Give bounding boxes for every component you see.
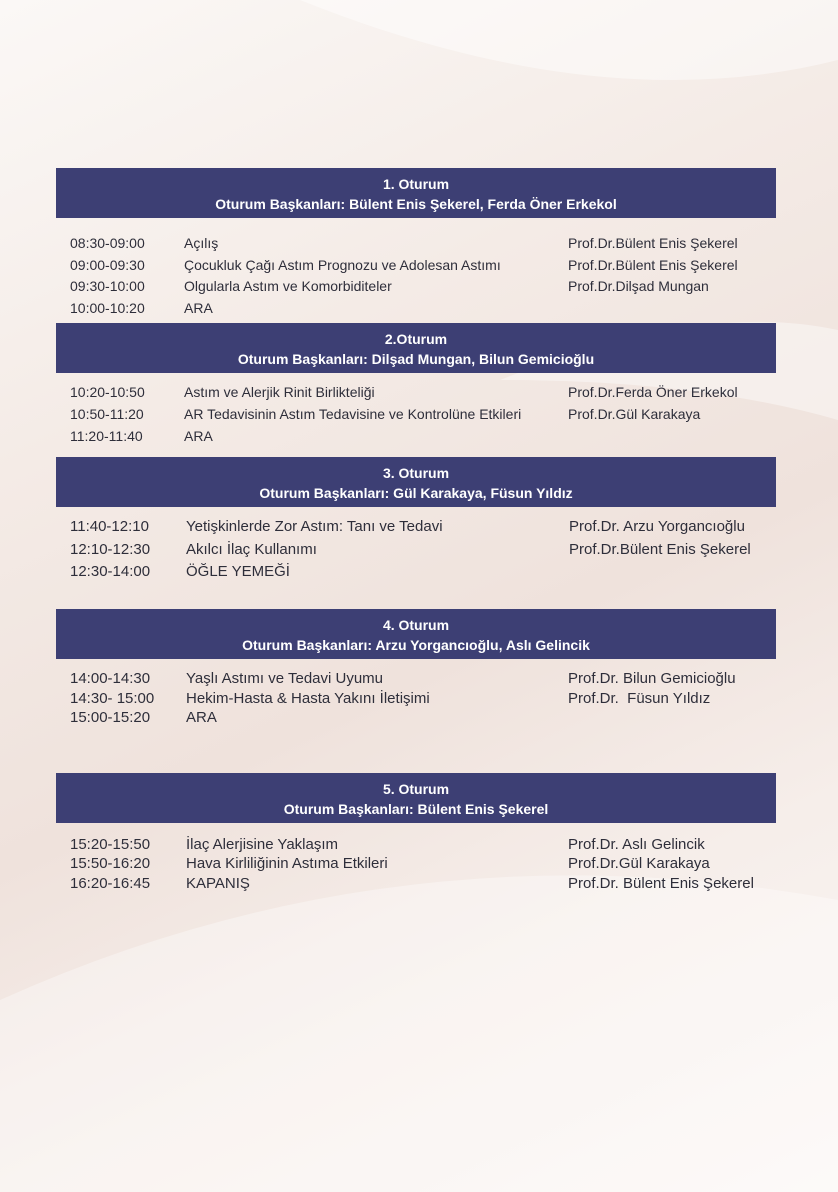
row-speaker: Prof.Dr.Gül Karakaya [568,855,710,872]
session-chairs: Oturum Başkanları: Bülent Enis Şekerel, Ferda Öner Erkekol [215,196,617,212]
row-title: KAPANIŞ [186,875,250,892]
schedule-row [0,428,838,449]
session-title: 2.Oturum [384,331,448,347]
row-speaker: Prof.Dr.Bülent Enis Şekerel [568,257,738,273]
row-title: ARA [184,428,213,444]
row-title: İlaç Alerjisine Yaklaşım [186,836,339,853]
session-chairs: Oturum Başkanları: Arzu Yorgancıoğlu, Aslı Gelincik [242,637,590,653]
session-title: 5. Oturum [382,781,450,797]
row-time: 12:10-12:30 [70,541,151,558]
row-time: 15:50-16:20 [70,855,151,872]
row-speaker: Prof.Dr.Gül Karakaya [568,406,701,422]
row-time: 15:20-15:50 [70,836,151,853]
row-title: ARA [186,709,217,726]
row-speaker: Prof.Dr. Bülent Enis Şekerel [568,875,754,892]
row-speaker: Prof.Dr. Arzu Yorgancıoğlu [569,518,745,535]
row-speaker: Prof.Dr.Ferda Öner Erkekol [568,384,738,400]
row-speaker: Prof.Dr. Bilun Gemicioğlu [568,670,736,687]
schedule-row [0,690,838,711]
row-time: 10:20-10:50 [70,384,145,400]
session-title: 4. Oturum [382,617,450,633]
session-header [56,323,776,373]
schedule-row [0,278,838,299]
row-title: Olgularla Astım ve Komorbiditeler [184,278,392,294]
session-header [56,609,776,659]
schedule-row [0,384,838,405]
session-chairs: Oturum Başkanları: Dilşad Mungan, Bilun Gemicioğlu [237,351,595,367]
session-title: 1. Oturum [382,176,450,192]
row-speaker: Prof.Dr.Bülent Enis Şekerel [568,235,738,251]
row-speaker: Prof.Dr.Bülent Enis Şekerel [569,541,751,558]
schedule-row [0,855,838,876]
row-title: Açılış [184,235,219,251]
row-title: ARA [184,300,213,316]
schedule-row [0,563,838,584]
row-time: 14:00-14:30 [70,670,151,687]
row-time: 11:40-12:10 [70,518,149,535]
row-time: 14:30- 15:00 [70,690,155,707]
row-title: Akılcı İlaç Kullanımı [186,541,317,558]
row-time: 15:00-15:20 [70,709,151,726]
session-chairs: Oturum Başkanları: Gül Karakaya, Füsun Yıldız [259,485,573,501]
row-title: Çocukluk Çağı Astım Prognozu ve Adolesan Astımı [184,257,501,273]
session-chairs: Oturum Başkanları: Bülent Enis Şekerel [283,801,549,817]
row-time: 09:00-09:30 [70,257,145,273]
schedule-row [0,875,838,896]
schedule-row [0,406,838,427]
session-title: 3. Oturum [382,465,450,481]
row-time: 09:30-10:00 [70,278,145,294]
row-speaker: Prof.Dr. Aslı Gelincik [568,836,705,853]
row-time: 11:20-11:40 [70,428,143,444]
row-title: Yaşlı Astımı ve Tedavi Uyumu [186,670,384,687]
session-header [56,168,776,218]
schedule-row [0,235,838,256]
row-speaker: Prof.Dr.Dilşad Mungan [568,278,709,294]
row-title: Hava Kirliliğinin Astıma Etkileri [186,855,388,872]
row-time: 16:20-16:45 [70,875,151,892]
row-time: 08:30-09:00 [70,235,145,251]
schedule-row [0,300,838,321]
row-title: ÖĞLE YEMEĞİ [186,563,290,580]
schedule-row [0,836,838,857]
row-title: AR Tedavisinin Astım Tedavisine ve Kontrolüne Etkileri [184,406,522,422]
row-speaker: Prof.Dr. Füsun Yıldız [568,690,711,707]
session-header [56,773,776,823]
schedule-row [0,257,838,278]
row-title: Astım ve Alerjik Rinit Birlikteliği [184,384,375,400]
schedule-row [0,541,838,562]
row-time: 12:30-14:00 [70,563,151,580]
row-time: 10:50-11:20 [70,406,144,422]
row-title: Hekim-Hasta & Hasta Yakını İletişimi [186,690,430,707]
row-time: 10:00-10:20 [70,300,145,316]
session-header [56,457,776,507]
schedule-row [0,670,838,691]
schedule-row [0,709,838,730]
schedule-row [0,518,838,539]
row-title: Yetişkinlerde Zor Astım: Tanı ve Tedavi [186,518,443,535]
